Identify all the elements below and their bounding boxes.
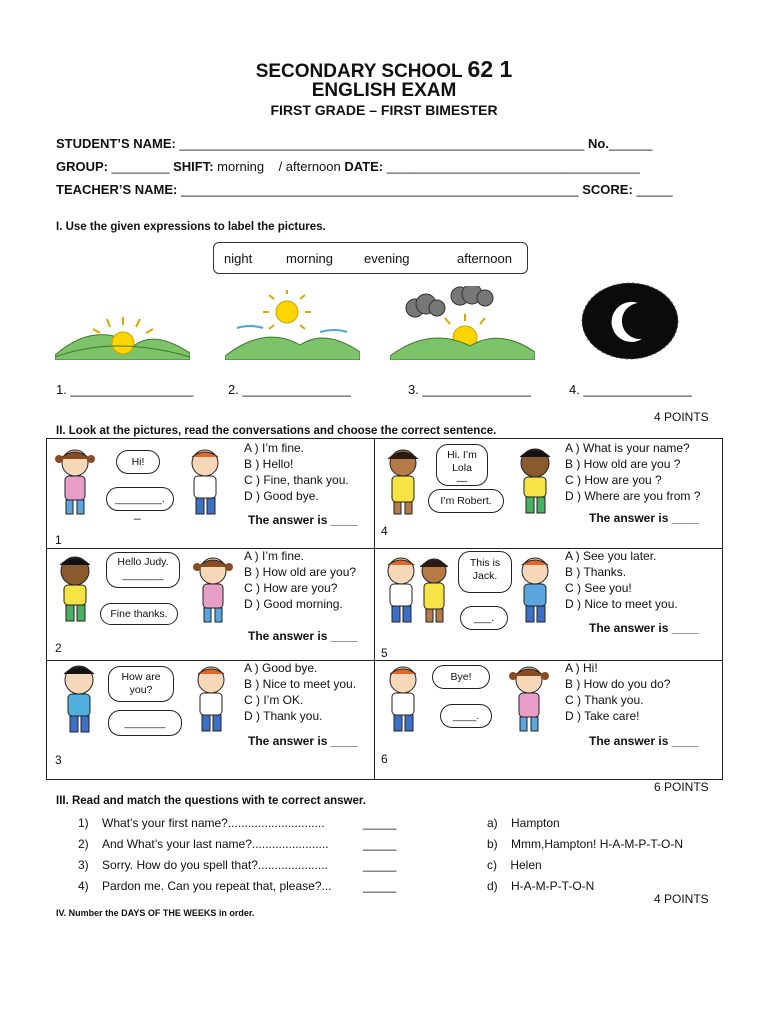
boy-character-icon: [180, 445, 230, 520]
option-c[interactable]: C ) How are you?: [244, 581, 338, 595]
group-row: [56, 159, 640, 174]
bubble-extra-mark: _: [134, 506, 141, 520]
option-d[interactable]: D ) Good bye.: [244, 489, 319, 503]
option-d[interactable]: D ) Nice to meet you.: [565, 597, 678, 611]
group-label: GROUP:: [56, 159, 108, 174]
answer-blank[interactable]: The answer is ____: [248, 629, 358, 643]
score-label: SCORE:: [582, 182, 633, 197]
noon-sun-picture: [225, 290, 360, 360]
match-answer: [487, 837, 683, 851]
answer-text: Hampton: [511, 816, 560, 830]
answer-letter: c): [487, 858, 497, 872]
answer-text: H-A-M-P-T-O-N: [511, 879, 595, 893]
option-b[interactable]: B ) Nice to meet you.: [244, 677, 357, 691]
student-name-field[interactable]: ________________________________________________________: [179, 136, 585, 151]
option-c[interactable]: C ) I’m OK.: [244, 693, 304, 707]
picture-2-blank[interactable]: 2. _______________: [228, 382, 351, 397]
answer-blank[interactable]: The answer is ____: [589, 621, 699, 635]
speech-bubble: Fine thanks.: [100, 603, 178, 625]
school-name: SECONDARY SCHOOL: [255, 61, 463, 82]
speech-bubble: I’m Robert.: [428, 489, 504, 513]
item-number: 2: [55, 641, 62, 655]
match-answer: [487, 858, 542, 872]
teacher-name-label: TEACHER’S NAME:: [56, 182, 178, 197]
speech-bubble-blank[interactable]: ____.: [440, 704, 492, 728]
girl-character-icon: [378, 445, 428, 520]
score-field[interactable]: _____: [636, 182, 673, 197]
girl-character-icon: [412, 553, 456, 628]
option-a[interactable]: A ) Good bye.: [244, 661, 318, 675]
picture-4-blank[interactable]: 4. _______________: [569, 382, 692, 397]
night-moon-picture: [580, 281, 680, 361]
answer-blank[interactable]: The answer is ____: [589, 734, 699, 748]
question-number: 2): [78, 837, 89, 851]
answer-letter: d): [487, 879, 498, 893]
option-a[interactable]: A ) See you later.: [565, 549, 657, 563]
option-d[interactable]: D ) Good morning.: [244, 597, 343, 611]
speech-bubble: This is Jack.: [458, 551, 512, 593]
word-bank-item: evening: [364, 251, 410, 266]
answer-blank[interactable]: The answer is ____: [248, 513, 358, 527]
word-bank: [213, 242, 528, 274]
option-a[interactable]: A ) Hi!: [565, 661, 598, 675]
page-title: [0, 56, 768, 83]
word-bank-item: night: [224, 251, 253, 266]
match-blank[interactable]: _____: [363, 837, 397, 851]
shift-value: morning / afternoon: [217, 159, 341, 174]
school-number: 62 1: [467, 56, 513, 82]
section-2-points: 6 POINTS: [654, 780, 709, 794]
option-a[interactable]: A ) What is your name?: [565, 441, 690, 455]
grade-subtitle: FIRST GRADE – FIRST BIMESTER: [270, 102, 498, 118]
answer-blank[interactable]: The answer is ____: [589, 511, 699, 525]
boy-character-icon: [510, 445, 560, 520]
picture-1-blank[interactable]: 1. _________________: [56, 382, 194, 397]
girl-character-icon: [50, 445, 100, 520]
match-question: [78, 837, 329, 851]
student-name-row: [56, 136, 652, 151]
section-4-instruction: IV. Number the DAYS OF THE WEEKS in order.: [56, 908, 255, 918]
girl-character-icon: [504, 662, 554, 740]
option-b[interactable]: B ) Thanks.: [565, 565, 627, 579]
speech-bubble: Hello Judy. _______: [106, 552, 180, 588]
boy-character-icon: [378, 662, 428, 740]
option-b[interactable]: B ) How old are you ?: [565, 457, 681, 471]
section-3-points: 4 POINTS: [654, 892, 709, 906]
evening-clouds-picture: [390, 286, 535, 360]
group-field[interactable]: ________: [111, 159, 170, 174]
item-number: 5: [381, 646, 388, 660]
boy-character-icon: [54, 662, 104, 740]
option-c[interactable]: C ) How are you ?: [565, 473, 662, 487]
speech-bubble-blank[interactable]: _______: [108, 710, 182, 736]
section-1-instruction: I. Use the given expressions to label the pictures.: [56, 221, 326, 233]
exam-title: ENGLISH EXAM: [311, 80, 457, 101]
match-answer: [487, 879, 594, 893]
girl-character-icon: [188, 553, 238, 628]
item-number: 1: [55, 533, 62, 547]
teacher-name-field[interactable]: _______________________________________________________: [180, 182, 579, 197]
section-3-instruction: III. Read and match the questions with te correct answer.: [56, 795, 366, 807]
teacher-row: [56, 182, 673, 197]
date-label: DATE:: [344, 159, 384, 174]
speech-bubble: Hi. I’m Lola —: [436, 444, 488, 486]
number-field[interactable]: ______: [608, 136, 653, 151]
match-question: [78, 816, 325, 830]
speech-bubble: Hi!: [116, 450, 160, 474]
item-number: 4: [381, 524, 388, 538]
option-d[interactable]: D ) Where are you from ?: [565, 489, 701, 503]
boy-character-icon: [50, 553, 100, 628]
question-text: And What’s your last name?.......................: [102, 837, 329, 851]
section-1-points: 4 POINTS: [654, 410, 709, 424]
picture-3-blank[interactable]: 3. _______________: [408, 382, 531, 397]
match-blank[interactable]: _____: [363, 879, 397, 893]
question-number: 3): [78, 858, 89, 872]
option-c[interactable]: C ) See you!: [565, 581, 632, 595]
question-text: Sorry. How do you spell that?.....................: [102, 858, 328, 872]
speech-bubble-blank[interactable]: ___.: [460, 606, 508, 630]
option-c[interactable]: C ) Thank you.: [565, 693, 644, 707]
answer-blank[interactable]: The answer is ____: [248, 734, 358, 748]
option-d[interactable]: D ) Take care!: [565, 709, 640, 723]
answer-text: Mmm,Hampton! H-A-M-P-T-O-N: [511, 837, 684, 851]
shift-label: SHIFT:: [173, 159, 214, 174]
speech-bubble: How are you?: [108, 666, 174, 702]
match-blank[interactable]: _____: [363, 816, 397, 830]
item-number: 3: [55, 753, 62, 767]
sunrise-picture: [55, 305, 190, 360]
option-d[interactable]: D ) Thank you.: [244, 709, 323, 723]
number-label: No.: [588, 136, 609, 151]
match-blank[interactable]: _____: [363, 858, 397, 872]
speech-bubble: Bye!: [432, 665, 490, 689]
question-text: Pardon me. Can you repeat that, please?...: [102, 879, 332, 893]
answer-text: Helen: [510, 858, 542, 872]
question-number: 4): [78, 879, 89, 893]
date-field[interactable]: ___________________________________: [386, 159, 640, 174]
item-number: 6: [381, 752, 388, 766]
option-b[interactable]: B ) Hello!: [244, 457, 294, 471]
word-bank-item: afternoon: [457, 251, 512, 266]
answer-letter: b): [487, 837, 498, 851]
speech-bubble-blank[interactable]: ________.: [106, 487, 174, 511]
grid-divider: [374, 438, 375, 780]
answer-letter: a): [487, 816, 498, 830]
question-text: What’s your first name?.............................: [102, 816, 325, 830]
student-name-label: STUDENT’S NAME:: [56, 136, 176, 151]
option-c[interactable]: C ) Fine, thank you.: [244, 473, 349, 487]
question-number: 1): [78, 816, 89, 830]
match-question: [78, 879, 332, 893]
option-a[interactable]: A ) I’m fine.: [244, 441, 305, 455]
section-2-instruction: II. Look at the pictures, read the conversations and choose the correct sentence.: [56, 425, 497, 437]
option-a[interactable]: A ) I’m fine.: [244, 549, 305, 563]
option-b[interactable]: B ) How old are you?: [244, 565, 357, 579]
boy-character-icon: [186, 662, 236, 740]
boy-character-icon: [510, 553, 560, 628]
word-bank-item: morning: [286, 251, 333, 266]
match-question: [78, 858, 328, 872]
match-answer: [487, 816, 560, 830]
option-b[interactable]: B ) How do you do?: [565, 677, 671, 691]
